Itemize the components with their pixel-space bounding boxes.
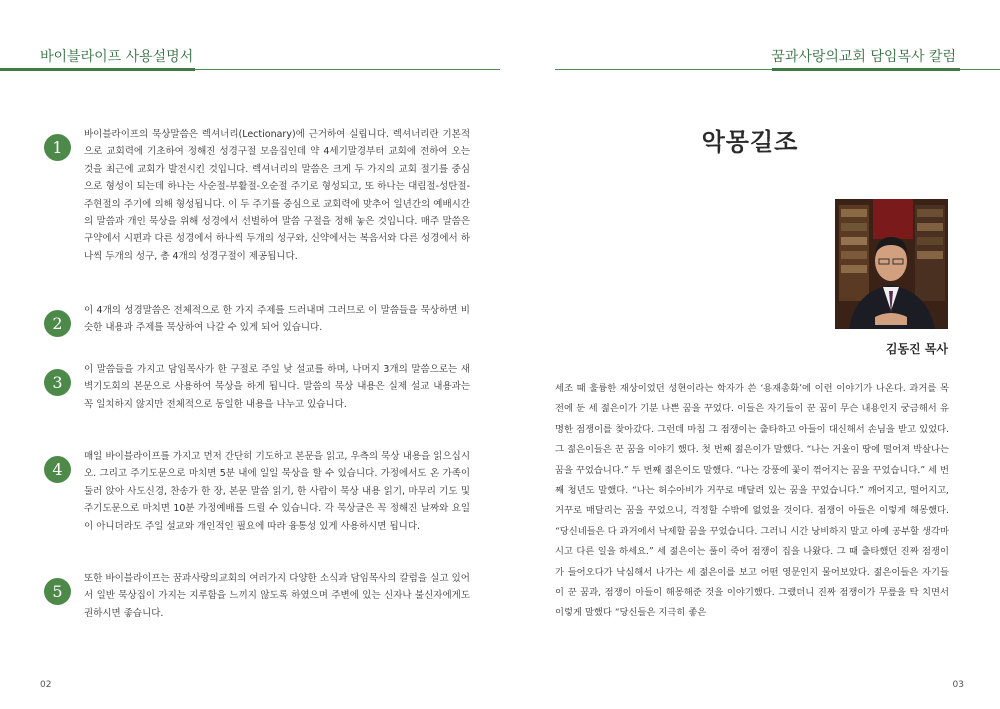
item-text: 이 4개의 성경말씀은 전체적으로 한 가지 주제를 드러내며 그러므로 이 말씀들을 묵상하면 비슷한 내용과 주제를 묵상하여 나갈 수 있게 되어 있습니다.	[84, 305, 470, 334]
right-page	[500, 0, 1000, 709]
page-number: 02	[40, 680, 52, 690]
pastor-portrait-image	[835, 199, 948, 329]
pastor-photo	[835, 199, 948, 329]
list-item	[40, 570, 470, 626]
item-text: 매일 바이블라이프를 가지고 먼저 간단히 기도하고 본문을 읽고, 우측의 묵상 내용을 읽으십시오. 그리고 주기도문으로 마치면 5분 내에 일일 묵상을 할 수 있습니다. 가정에서도 온 가족이 둘러 앉아 사도신경, 찬송가 한 장, 본문 말씀 읽기, 한 사람이 묵상 내용 읽기, 마무리 기도 및 주기도문으로 마치면 10분 가정예배를 드릴 수 있습니다. 각 묵상글은 꼭 정해진 날짜와 요일이 아니더라도 주일 설교와 개인적인 필요에 따라 융통성 있게 사용하시면 됩니다.	[84, 451, 470, 532]
right-header-title: 꿈과사랑의교회 담임목사 칼럼	[771, 49, 956, 65]
list-item	[40, 126, 470, 276]
list-item	[40, 448, 470, 556]
number-badge: 2	[44, 310, 71, 337]
column-title: 악몽길조	[701, 128, 799, 156]
item-text: 이 말씀들을 가지고 담임목사가 한 구절로 주일 낮 설교를 하며, 나머지 3개의 말씀으로는 새벽기도회의 본문으로 사용하여 묵상을 하게 됩니다. 말씀의 묵상 내용은 실제 설교 내용과는 꼭 일치하지 않지만 전체적으로 동일한 내용을 나누고 있습니다.	[84, 364, 470, 410]
page-number: 03	[952, 680, 964, 690]
list-item	[40, 302, 470, 342]
number-badge: 4	[44, 456, 71, 483]
column-body: 세조 때 훌륭한 재상이었던 성현이라는 학자가 쓴 ‘용재총화’에 이런 이야기가 나온다. 과거를 목전에 둔 세 젊은이가 기분 나쁜 꿈을 꾸었다. 이들은 자기들이 꾼 꿈이 무슨 내용인지 궁금해서 유명한 점쟁이를 찾아갔다. 그런데 마침 그 점쟁이는 출타하고 아들이 대신해서 손님을 받고 있었다. 그 젊은이들은 꾼 꿈을 이야기 했다. 첫 번째 젊은이가 말했다. “나는 거울이 땅에 떨어져 박살나는 꿈을 꾸었습니다.” 두 번째 젊은이도 말했다. “나는 강풍에 꽃이 꺾어지는 꿈을 꾸었습니다.” 세 번째 청년도 말했다. “나는 허수아비가 거꾸로 매달려 있는 꿈을 꾸었습니다.” 깨어지고, 떨어지고, 거꾸로 매달리는 꿈을 꾸었으니, 걱정할 수밖에 없었을 것이다. 점쟁이 아들은 이렇게 해몽했다. “당신네들은 다 과거에서 낙제할 꿈을 꾸었습니다. 그러니 시간 낭비하지 말고 아예 공부할 생각마시고 다른 일을 하세요.” 세 젊은이는 풀이 죽어 점쟁이 집을 나왔다. 그 때 출타했던 진짜 점쟁이가 들어오다가 낙심해서 나가는 세 젊은이를 보고 어떤 영문인지 물어보았다. 젊은이들은 자기들이 꾼 꿈과, 점쟁이 아들이 해몽해준 것을 이야기했다. 그랬더니 진짜 점쟁이가 무릎을 탁 치면서 이렇게 말했다 “당신들은 지극히 좋은	[555, 383, 949, 619]
list-item	[40, 361, 470, 433]
number-badge: 1	[44, 134, 71, 161]
number-badge: 5	[44, 578, 71, 605]
right-header-accent	[772, 68, 960, 71]
number-badge: 3	[44, 369, 71, 396]
left-header-accent	[0, 68, 195, 71]
left-header-title: 바이블라이프 사용설명서	[40, 49, 194, 65]
item-text: 바이블라이프의 묵상말씀은 렉셔너리(Lectionary)에 근거하여 실립니다. 렉셔너리란 기본적으로 교회력에 기초하여 정해진 성경구절 모음집인데 약 4세기말경부터 교회에 전하여 오는 것을 최근에 교회가 발전시킨 것입니다. 렉셔너리의 말씀은 크게 두 가지의 교회 절기를 중심으로 형성이 되는데 하나는 사순절-부활절-오순절 주기로 형성되고, 또 하나는 대림절-성탄절-주현절의 주기에 의해 형성됩니다. 이 두 주기를 중심으로 교회력에 맞추어 일년간의 예배시간의 말씀과 개인 묵상을 위해 성경에서 선별하여 말씀 구절을 정해 놓은 것입니다. 매주 말씀은 구약에서 시편과 다른 성경에서 하나씩 두개의 성구와, 신약에서는 복음서와 다른 성경에서 하나씩 두개의 성구, 총 4개의 성경구절이 제공됩니다.	[84, 129, 470, 262]
pastor-name: 김동진 목사	[885, 342, 948, 356]
item-text: 또한 바이블라이프는 꿈과사랑의교회의 여러가지 다양한 소식과 담임목사의 칼럼을 실고 있어서 일반 묵상집이 가지는 지루함을 느끼지 않도록 하였으며 주변에 있는 신자나 불신자에게도 권하시면 좋습니다.	[84, 573, 470, 619]
